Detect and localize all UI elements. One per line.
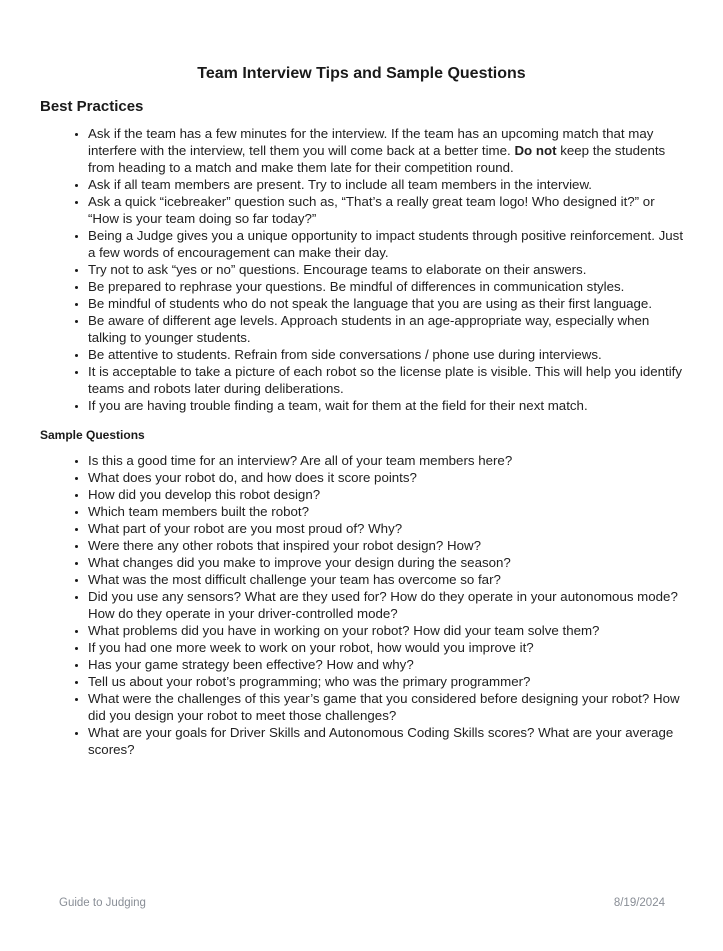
document-title: Team Interview Tips and Sample Questions [197, 65, 526, 82]
text-run: It is acceptable to take a picture of each robot so the license plate is visible. This will help you identify teams and robots later during deliberations. [88, 364, 683, 396]
list-item [88, 503, 686, 520]
list-item [88, 193, 686, 227]
list-item [88, 537, 686, 554]
sample-questions-heading: Sample Questions [40, 428, 145, 442]
list-item [88, 639, 686, 656]
list-item [88, 397, 686, 414]
text-run: If you are having trouble finding a team, wait for them at the field for their next match. [88, 398, 588, 413]
sample-questions-section [0, 428, 723, 758]
text-run: How did you develop this robot design? [88, 487, 321, 502]
text-run: What does your robot do, and how does it score points? [88, 470, 417, 485]
list-item [88, 176, 686, 193]
text-run: Tell us about your robot’s programming; who was the primary programmer? [88, 674, 531, 689]
text-run: keep the students from heading to a match and make them late for their competition round. [88, 143, 666, 175]
best-practices-list [0, 125, 723, 414]
list-item [88, 346, 686, 363]
list-item [88, 520, 686, 537]
list-item [88, 469, 686, 486]
list-item [88, 227, 686, 261]
list-item [88, 656, 686, 673]
text-run: Being a Judge gives you a unique opportunity to impact students through positive reinforcement. Just a few words of encouragement can make their day. [88, 228, 684, 260]
list-item [88, 486, 686, 503]
text-run: Try not to ask “yes or no” questions. Encourage teams to elaborate on their answers. [88, 262, 587, 277]
text-run: Is this a good time for an interview? Are all of your team members here? [88, 453, 513, 468]
text-run: Be prepared to rephrase your questions. Be mindful of differences in communication styles. [88, 279, 625, 294]
text-run: What changes did you make to improve your design during the season? [88, 555, 511, 570]
footer-document-name: Guide to Judging [59, 897, 146, 909]
text-run: If you had one more week to work on your robot, how would you improve it? [88, 640, 534, 655]
list-item [88, 554, 686, 571]
text-run: Did you use any sensors? What are they used for? How do they operate in your autonomous mode? How do they operate in your driver-controlled mode? [88, 589, 678, 621]
text-run: Has your game strategy been effective? How and why? [88, 657, 414, 672]
text-run: What are your goals for Driver Skills and Autonomous Coding Skills scores? What are your average scores? [88, 725, 674, 757]
list-item [88, 312, 686, 346]
list-item [88, 452, 686, 469]
text-run: What were the challenges of this year’s game that you considered before designing your robot? How did you design your robot to meet those challenges? [88, 691, 680, 723]
list-item [88, 363, 686, 397]
list-item [88, 125, 686, 176]
text-run: Were there any other robots that inspired your robot design? How? [88, 538, 481, 553]
text-run: Be aware of different age levels. Approach students in an age-appropriate way, especially when talking to younger students. [88, 313, 650, 345]
text-run: Ask if the team has a few minutes for the interview. If the team has an upcoming match that may interfere with the interview, tell them you will come back at a better time. [88, 126, 654, 158]
list-item [88, 690, 686, 724]
list-item [88, 295, 686, 312]
text-run: What part of your robot are you most proud of? Why? [88, 521, 403, 536]
sample-questions-list [0, 452, 723, 758]
best-practices-section [0, 98, 723, 414]
page-footer [59, 896, 665, 910]
list-item [88, 622, 686, 639]
text-run: Ask if all team members are present. Try to include all team members in the interview. [88, 177, 593, 192]
list-item [88, 588, 686, 622]
list-item [88, 724, 686, 758]
list-item [88, 571, 686, 588]
text-run: What problems did you have in working on your robot? How did your team solve them? [88, 623, 600, 638]
text-run: Do not [514, 143, 557, 158]
footer-date: 8/19/2024 [613, 897, 665, 909]
text-run: Be attentive to students. Refrain from side conversations / phone use during interviews. [88, 347, 602, 362]
text-run: Ask a quick “icebreaker” question such as, “That’s a really great team logo! Who designed it?” or “How is your team doing so far today?” [88, 194, 655, 226]
text-run: Be mindful of students who do not speak the language that you are using as their first language. [88, 296, 653, 311]
best-practices-heading: Best Practices [40, 98, 144, 115]
text-run: Which team members built the robot? [88, 504, 309, 519]
list-item [88, 278, 686, 295]
text-run: What was the most difficult challenge your team has overcome so far? [88, 572, 501, 587]
list-item [88, 261, 686, 278]
list-item [88, 673, 686, 690]
